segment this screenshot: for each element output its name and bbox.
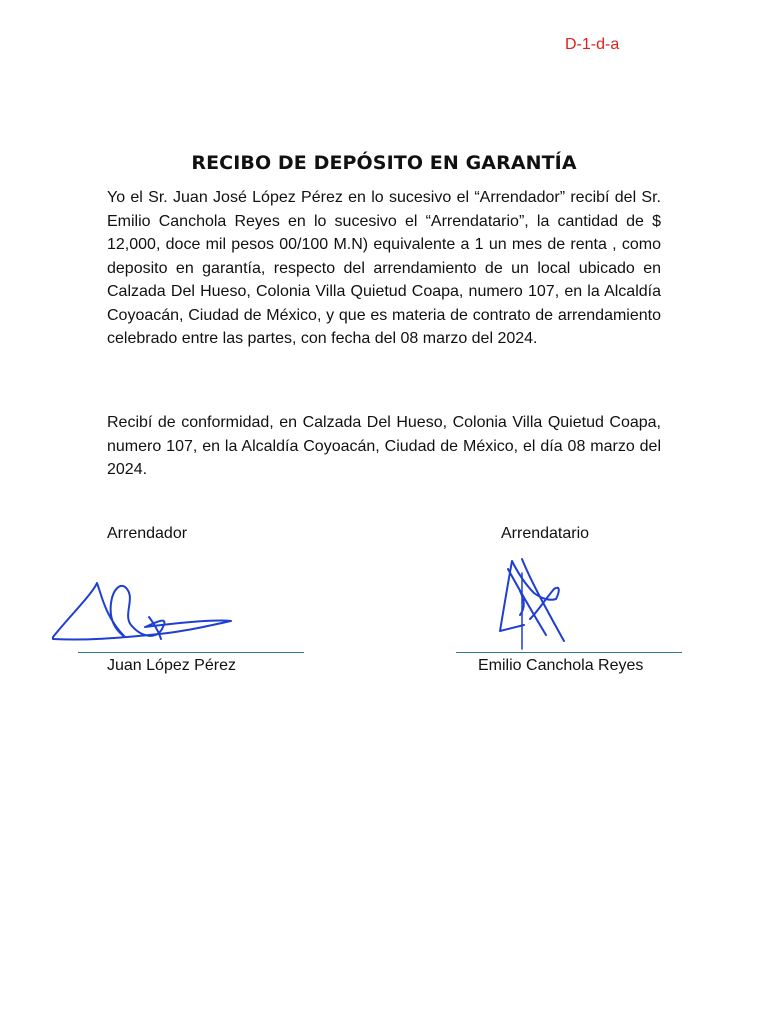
arrendatario-name: Emilio Canchola Reyes [478, 657, 644, 674]
arrendador-label: Arrendador [107, 525, 188, 542]
arrendatario-signature [490, 555, 590, 650]
document-code: D-1-d-a [565, 36, 620, 53]
arrendatario-signature-line [456, 652, 682, 653]
document-title: RECIBO DE DEPÓSITO EN GARANTÍA [191, 152, 577, 174]
conformity-paragraph: Recibí de conformidad, en Calzada Del Hueso, Colonia Villa Quietud Coapa, numero 107, en la Alcaldía Coyoacán, Ciudad de México, el día 08 marzo del 2024. [107, 414, 661, 478]
arrendador-name: Juan López Pérez [107, 657, 236, 674]
receipt-paragraph: Yo el Sr. Juan José López Pérez en lo sucesivo el “Arrendador” recibí del Sr. Emilio Canchola Reyes en lo sucesivo el “Arrendatario”, la cantidad de $ 12,000, doce mil pesos 00/100 M.N) equivalente a 1 un mes de renta , como deposito en garantía, respecto del arrendamiento de un local ubicado en Calzada Del Hueso, Colonia Villa Quietud Coapa, numero 107, en la Alcaldía Coyoacán, Ciudad de México, y que es materia de contrato de arrendamiento celebrado entre las partes, con fecha del 08 marzo del 2024. [107, 189, 661, 347]
arrendador-signature-line [78, 652, 304, 653]
arrendatario-label: Arrendatario [501, 525, 590, 542]
arrendador-signature [45, 575, 245, 650]
